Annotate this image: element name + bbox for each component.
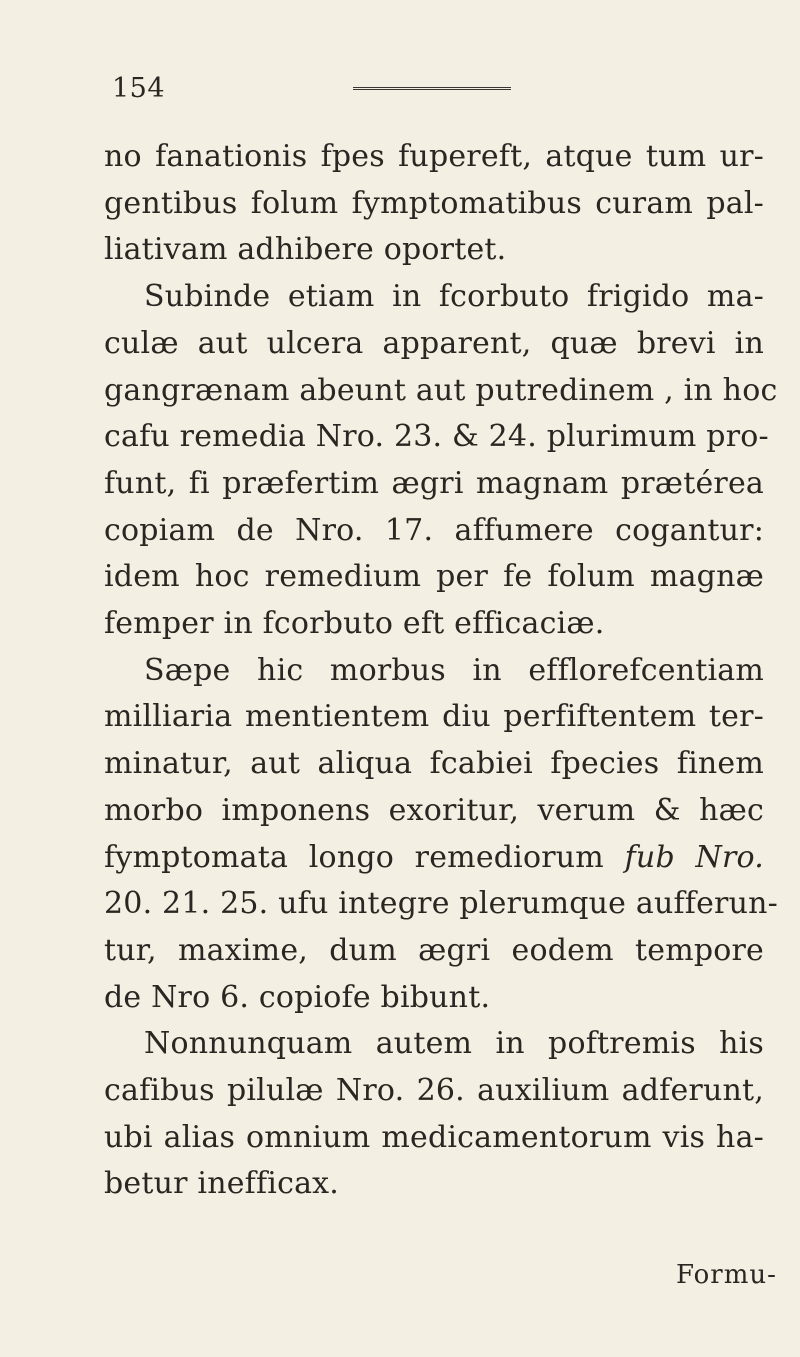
header-rule [353,87,511,90]
text-line: de Nro 6. copiofe bibunt. [104,979,491,1015]
text-line: copiam de Nro. 17. affumere cogantur: [104,512,764,548]
text-line: Sæpe hic morbus in efflorefcentiam [144,652,764,688]
text-line: no fanationis fpes fupereft, atque tum ur- [104,139,764,174]
catchword: Formu- [676,1260,777,1290]
text-line: Nonnunquam autem in poftremis his [144,1026,764,1062]
page-number: 154 [112,73,166,104]
text-line: morbo imponens exoritur, verum & hæc [104,792,764,828]
text-line: femper in fcorbuto eft efficaciæ. [104,606,605,642]
text-line: tur, maxime, dum ægri eodem tempore [104,932,764,968]
text-line: Subinde etiam in fcorbuto frigido ma- [144,279,764,315]
text-line: liativam adhibere oportet. [104,232,507,268]
text-line: minatur, aut aliqua fcabiei fpecies finem [104,746,764,782]
body-text [104,134,778,1208]
text-line-with-italic [104,835,764,882]
text-line: cafu remedia Nro. 23. & 24. plurimum pro- [104,419,769,455]
text-line: 20. 21. 25. ufu integre plerumque aufferun- [104,886,778,922]
text-line: betur inefficax. [104,1166,340,1202]
text-line-segment: fymptomata longo remediorum [104,839,604,875]
text-line: gangrænam abeunt aut putredinem , in hoc [104,372,778,408]
text-line: ubi alias omnium medicamentorum vis ha- [104,1119,764,1155]
text-line: idem hoc remedium per fe folum magnæ [104,559,764,595]
text-line: gentibus folum fymptomatibus curam pal- [104,185,764,221]
text-line: cafibus pilulæ Nro. 26. auxilium adferunt, [104,1073,764,1109]
italic-reference: fub Nro. [624,839,764,875]
text-line: culæ aut ulcera apparent, quæ brevi in [104,325,764,361]
text-line: milliaria mentientem diu perfiftentem ter- [104,699,764,735]
text-line: funt, fi præfertim ægri magnam prætérea [104,465,764,501]
